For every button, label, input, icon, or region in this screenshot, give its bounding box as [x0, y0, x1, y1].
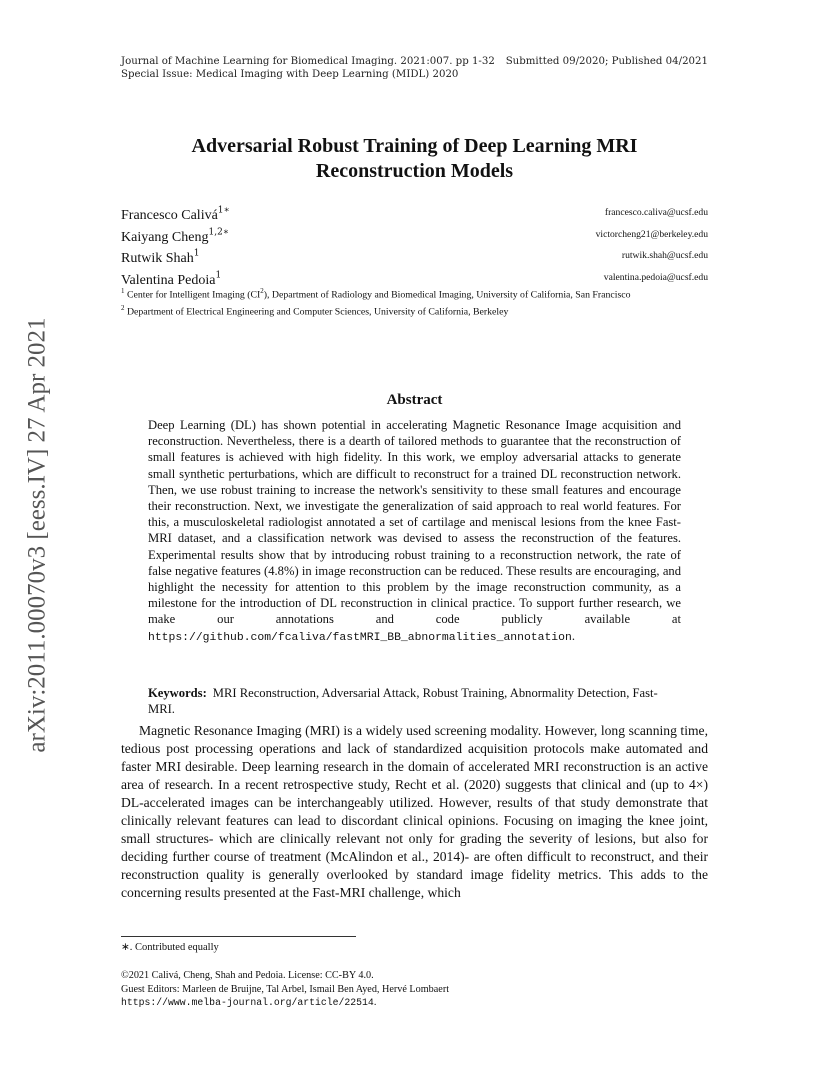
- keywords-text: MRI Reconstruction, Adversarial Attack, Robust Training, Abnormality Detection, Fast-MRI.: [148, 686, 658, 716]
- author-email[interactable]: rutwik.shah@ucsf.edu: [621, 250, 708, 261]
- author-name: Kaiyang Cheng: [121, 229, 209, 245]
- arxiv-id: arXiv:2011.00070v3 [eess.IV] 27 Apr 2021: [24, 317, 51, 753]
- special-issue-line: Special Issue: Medical Imaging with Deep Learning (MIDL) 2020: [121, 69, 459, 80]
- arxiv-sidebar-stamp: [18, 290, 58, 780]
- code-repo-link[interactable]: https://github.com/fcaliva/fastMRI_BB_abnormalities_annotation: [148, 631, 572, 644]
- author-affil-mark: 1,2∗: [208, 227, 229, 238]
- author-email[interactable]: valentina.pedoia@ucsf.edu: [603, 271, 708, 283]
- author-affil-mark: 1: [215, 270, 222, 281]
- author-entry: [121, 226, 708, 248]
- license-line: ©2021 Calivá, Cheng, Shah and Pedoia. License: CC-BY 4.0.: [121, 970, 374, 981]
- abstract-body: [148, 417, 681, 646]
- author-entry: [121, 204, 708, 226]
- author-entry: [121, 247, 708, 269]
- journal-line: Journal of Machine Learning for Biomedical Imaging. 2021:007. pp 1-32: [121, 56, 495, 67]
- affiliation-2: [121, 302, 708, 319]
- affiliations: [121, 285, 708, 319]
- affiliation-mark: 1: [121, 287, 125, 295]
- abstract-heading: Abstract: [386, 392, 443, 408]
- author-email[interactable]: victorcheng21@berkeley.edu: [595, 228, 708, 240]
- affiliation-mark: 2: [121, 303, 125, 312]
- abstract-text: Deep Learning (DL) has shown potential in accelerating Magnetic Resonance Image acquisition and reconstruction. Nevertheless, there is a dearth of tailored methods to guarantee that the reconstruction of small features is achieved with high fidelity. In this work, we employ adversarial attacks to generate small synthetic perturbations, which are difficult to reconstruct for a trained DL reconstruction network. Then, we use robust training to increase the network's sensitivity to these small features and encourage their reconstruction. Next, we investigate the generalization of said approach to real world features. For this, a musculoskeletal radiologist annotated a set of cartilage and meniscal lesions from the knee Fast-MRI dataset, and a classification network was devised to assess the reconstruction of the features. Experimental results show that by introducing robust training to a reconstruction network, the rate of false negative features (4.8%) in image reconstruction can be reduced. These results are encouraging, and highlight the necessity for attention to this problem by the image reconstruction community, as a milestone for the introduction of DL reconstruction in clinical practice. To support further research, we make our annotations and code publicly available at: [148, 418, 681, 627]
- author-name: Francesco Calivá: [121, 208, 218, 223]
- submission-dates: Submitted 09/2020; Published 04/2021: [505, 56, 708, 67]
- article-link-end: .: [373, 997, 377, 1008]
- license-block: [121, 969, 708, 1010]
- footnote-rule: [121, 936, 356, 937]
- paper-title: [121, 134, 708, 184]
- guest-editors: Guest Editors: Marleen de Bruijne, Tal Arbel, Ismail Ben Ayed, Hervé Lombaert: [121, 983, 450, 995]
- title-line-2: Reconstruction Models: [315, 160, 514, 182]
- title-line-1: Adversarial Robust Training of Deep Learning MRI: [191, 135, 638, 157]
- abstract-end: .: [571, 628, 575, 643]
- affiliation-text-cont: ), Department of Radiology and Biomedical Imaging, University of California, San Francisco: [263, 289, 631, 301]
- affiliation-text: Department of Electrical Engineering and Computer Sciences, University of California, Berkeley: [124, 306, 509, 318]
- affiliation-text-sup: 2: [260, 287, 264, 295]
- author-affil-mark: 1: [193, 248, 200, 259]
- intro-paragraph: Magnetic Resonance Imaging (MRI) is a widely used screening modality. However, long scanning time, tedious post processing operations and lack of standardized acquisition protocols make automated and faster MRI desirable. Deep learning research in the domain of accelerated MRI reconstruction is an active area of research. In a recent retrospective study, Recht et al. (2020) suggests that clinical and (up to 4×) DL-accelerated images can be interchangeably utilized. However, results of that study demonstrate that clinically relevant features can lead to discordant clinical opinions. Focusing on imaging the knee joint, small structures- which are clinically relevant not only for grading the severity of lesions, but also for deciding further course of treatment (McAlindon et al., 2014)- are often difficult to reconstruct, and their reconstruction quality is generally overlooked by standard image fidelity metrics. This adds to the concerning results presented at the Fast-MRI challenge, which: [121, 723, 708, 900]
- affiliation-1: [121, 285, 708, 302]
- journal-header: [121, 55, 708, 81]
- author-list: [121, 204, 708, 290]
- keywords-label: Keywords:: [148, 686, 207, 700]
- keywords: [148, 685, 681, 717]
- author-name: Rutwik Shah: [121, 251, 194, 266]
- affiliation-text: Center for Intelligent Imaging (CI: [124, 289, 261, 301]
- author-affil-mark: 1∗: [217, 205, 230, 216]
- author-email[interactable]: francesco.caliva@ucsf.edu: [604, 207, 708, 218]
- footnote: ∗. Contributed equally: [121, 942, 219, 953]
- author-name: Valentina Pedoia: [121, 272, 216, 288]
- article-link[interactable]: https://www.melba-journal.org/article/22514: [121, 997, 374, 1008]
